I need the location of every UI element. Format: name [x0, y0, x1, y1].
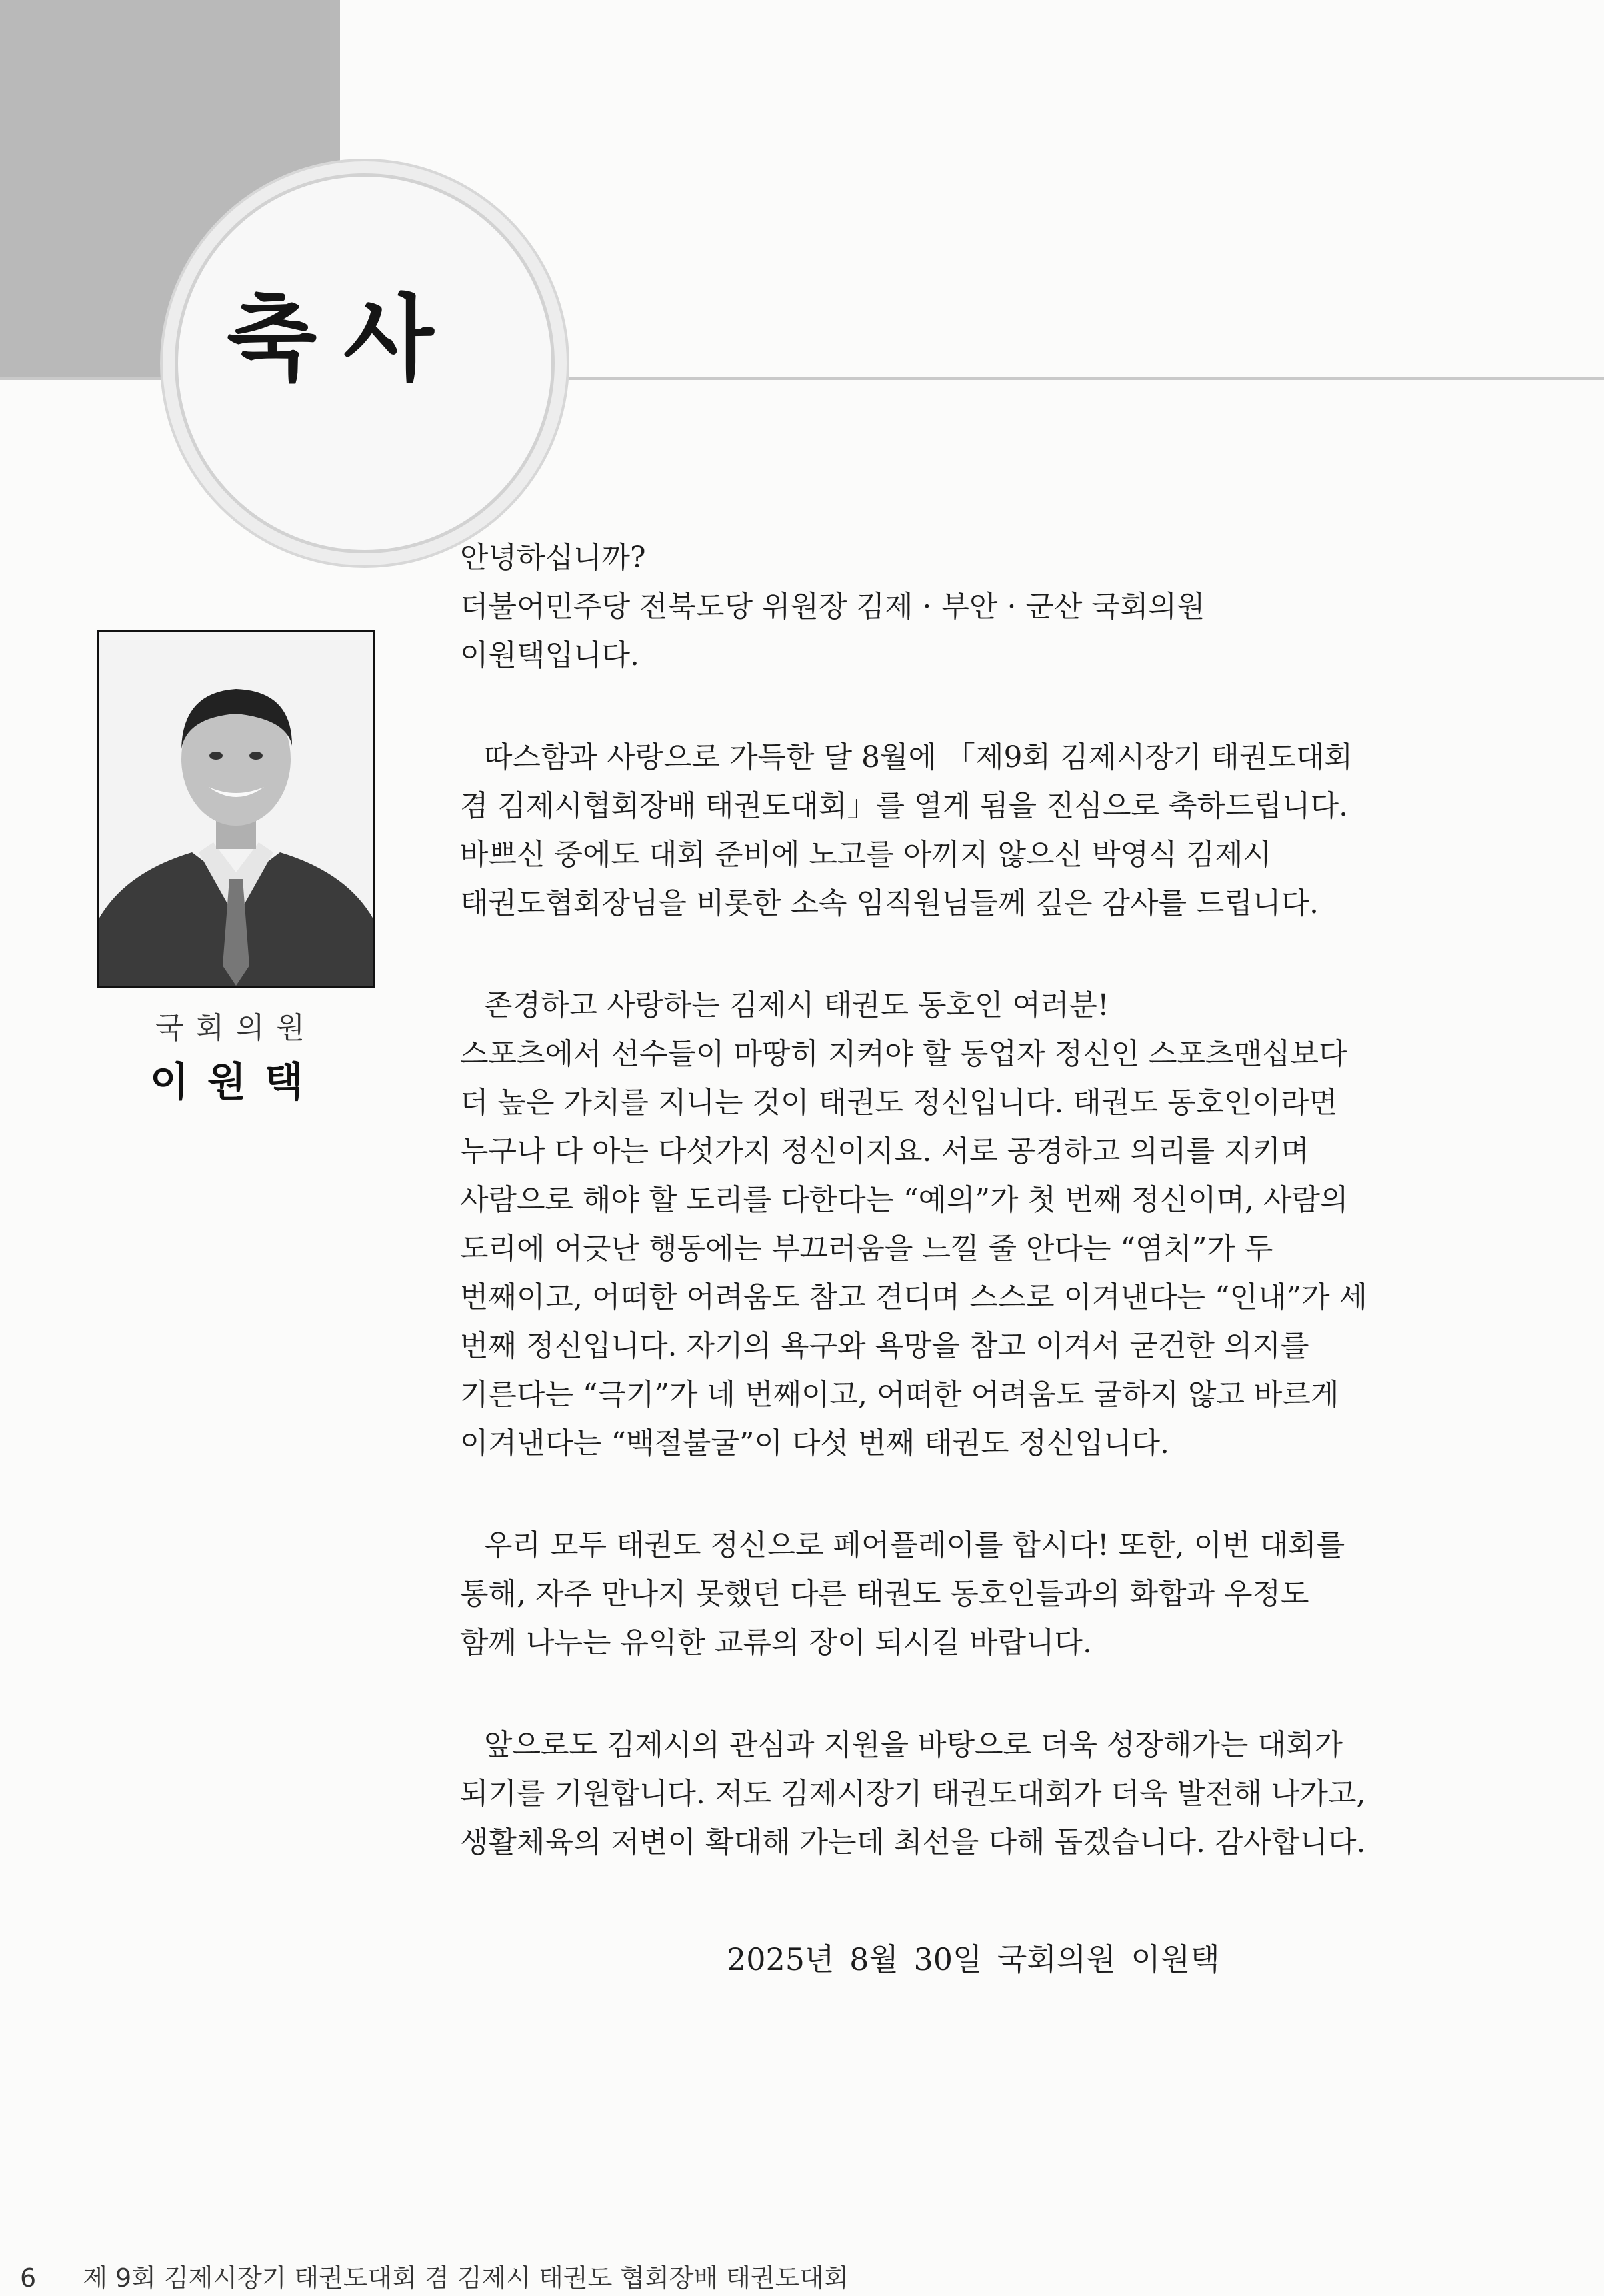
text-line: 번째이고, 어떠한 어려움도 참고 견디며 스스로 이겨낸다는 “인내”가 세	[460, 1280, 1367, 1314]
text-line: 생활체육의 저변이 확대해 가는데 최선을 다해 돕겠습니다. 감사합니다.	[460, 1825, 1366, 1859]
text-line: 번째 정신입니다. 자기의 욕구와 욕망을 참고 이겨서 굳건한 의지를	[460, 1329, 1309, 1363]
text-line: 되기를 기원합니다. 저도 김제시장기 태권도대회가 더욱 발전해 나가고,	[460, 1777, 1366, 1811]
text-line: 누구나 다 아는 다섯가지 정신이지요. 서로 공경하고 의리를 지키며	[460, 1134, 1309, 1168]
text-line: 도리에 어긋난 행동에는 부끄러움을 느낄 줄 안다는 “염치”가 두	[460, 1232, 1273, 1266]
portrait-photo-icon	[99, 632, 373, 986]
author-role: 국회의원	[155, 1011, 317, 1045]
text-line: 통해, 자주 만나지 못했던 다른 태권도 동호인들과의 화합과 우정도	[460, 1577, 1309, 1611]
text-line: 태권도협회장님을 비롯한 소속 임직원님들께 깊은 감사를 드립니다.	[460, 886, 1319, 920]
page-title: 축사	[227, 285, 461, 394]
paragraph-closing	[460, 1720, 1553, 1867]
text-line: 더불어민주당 전북도당 위원장 김제 · 부안 · 군산 국회의원	[460, 590, 1205, 624]
page-footer	[20, 2257, 849, 2294]
text-line: 기른다는 “극기”가 네 번째이고, 어떠한 어려움도 굴하지 않고 바르게	[460, 1378, 1339, 1412]
text-line: 안녕하십니까?	[460, 541, 646, 575]
text-line: 더 높은 가치를 지니는 것이 태권도 정신입니다. 태권도 동호인이라면	[460, 1086, 1337, 1120]
text-line: 이겨낸다는 “백절불굴”이 다섯 번째 태권도 정신입니다.	[460, 1426, 1169, 1460]
paragraph-congratulations	[460, 733, 1553, 928]
letter-body	[460, 533, 1553, 1920]
page-number: 6	[20, 2263, 37, 2293]
author-name: 이원택	[150, 1059, 322, 1106]
text-line: 사람으로 해야 할 도리를 다한다는 “예의”가 첫 번째 정신이며, 사람의	[460, 1183, 1349, 1217]
text-line: 스포츠에서 선수들이 마땅히 지켜야 할 동업자 정신인 스포츠맨십보다	[460, 1037, 1347, 1071]
paragraph-fair-play	[460, 1521, 1553, 1667]
author-photo	[97, 630, 375, 988]
paragraph-taekwondo-spirit	[460, 981, 1553, 1468]
text-line: 바쁘신 중에도 대회 준비에 노고를 아끼지 않으신 박영식 김제시	[460, 838, 1271, 872]
text-line: 우리 모두 태권도 정신으로 페어플레이를 합시다! 또한, 이번 대회를	[484, 1528, 1345, 1562]
paragraph-greeting	[460, 533, 1553, 680]
text-line: 함께 나누는 유익한 교류의 장이 되시길 바랍니다.	[460, 1626, 1092, 1660]
text-line: 이원택입니다.	[460, 638, 640, 672]
footer-event-title: 제 9회 김제시장기 태권도대회 겸 김제시 태권도 협회장배 태권도대회	[83, 2263, 849, 2293]
text-line: 따스함과 사랑으로 가득한 달 8월에 「제9회 김제시장기 태권도대회	[484, 740, 1353, 774]
signature-line: 2025년 8월 30일 국회의원 이원택	[727, 1941, 1220, 1977]
text-line: 앞으로도 김제시의 관심과 지원을 바탕으로 더욱 성장해가는 대회가	[484, 1728, 1343, 1762]
text-line: 존경하고 사랑하는 김제시 태권도 동호인 여러분!	[484, 988, 1109, 1022]
text-line: 겸 김제시협회장배 태권도대회」를 열게 됨을 진심으로 축하드립니다.	[460, 789, 1349, 823]
